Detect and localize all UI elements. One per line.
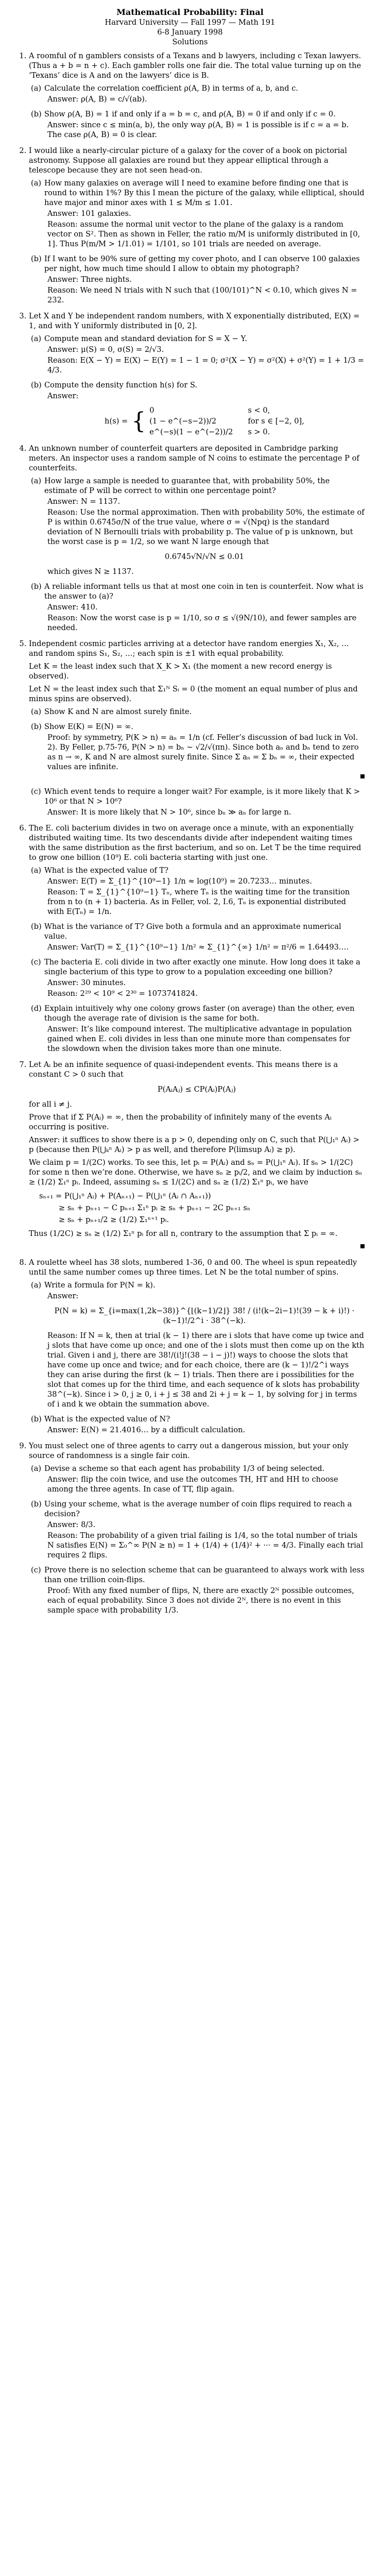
part-label: (d) <box>31 1004 42 1013</box>
problem-4b-reason: Reason: Now the worst case is p = 1/10, so σ ≤ √(9N/10), and fewer samples are needed. <box>47 614 357 632</box>
part-label: (b) <box>31 1415 42 1423</box>
course-line: Harvard University — Fall 1997 — Math 191 <box>105 18 275 27</box>
problem-4-statement: 4. An unknown number of counterfeit quarters are deposited in Cambridge parking meters. An inspector uses a random sample of N coins to estimate the percentage P of counterfeits. <box>29 444 359 472</box>
problem-6c-reason: Reason: 2²⁹ < 10⁹ < 2³⁰ = 1073741824. <box>47 989 198 998</box>
problem-6d-question: Explain intuitively why one colony grows faster (on average) than the other, even though the average rate of division is the same for both. <box>44 1004 355 1023</box>
part-label: (c) <box>31 1566 41 1574</box>
problem-7 <box>29 1060 365 1251</box>
problem-2b-answer: Answer: Three nights. <box>47 275 132 284</box>
problem-8a-question: Write a formula for P(N = k). <box>44 1281 156 1290</box>
problem-1-parts <box>29 83 365 140</box>
density-case-1-cond: s < 0, <box>248 406 270 415</box>
part-label: (c) <box>31 958 41 967</box>
problem-6 <box>29 823 365 1054</box>
problem-9b-question: Using your scheme, what is the average number of coin flips required to reach a decision? <box>44 1500 352 1518</box>
problem-9c-question: Prove there is no selection scheme that can be guaranteed to always work with less than one trillion coin-flips. <box>44 1566 365 1584</box>
document-title: Mathematical Probability: Final <box>116 7 264 17</box>
problem-1a-question: Calculate the correlation coefficient ρ(A, B) in terms of a, b, and c. <box>44 84 299 93</box>
problem-9c-answer: Proof: With any fixed number of flips, N, there are exactly 2ᴺ possible outcomes, each of equal probability. Since 3 does not divide 2ᴺ, there is no event in this sample space with probability 1/3. <box>47 1586 354 1615</box>
problem-7-proof-3: Thus (1/2C) ≥ sₙ ≥ (1/2) Σ₁ⁿ pᵢ for all n, contrary to the assumption that Σ pᵢ = ∞. <box>29 1229 338 1238</box>
problem-list <box>15 51 365 1615</box>
equation-line: ≥ sₙ + pₙ₊₁/2 ≥ (1/2) Σ₁ⁿ⁺¹ pᵢ. <box>59 1215 169 1224</box>
part-label: (b) <box>31 722 42 731</box>
problem-6b-answer: Answer: Var(T) = Σ_{1}^{10⁹−1} 1/n² ≈ Σ_{1}^{∞} 1/n² = π²/6 = 1.64493…. <box>47 943 349 952</box>
problem-8 <box>29 1258 365 1435</box>
problem-5-statement-2: Let K = the least index such that X_K > X₁ (the moment a new record energy is observed). <box>29 662 332 681</box>
problem-5c-answer: Answer: It is more likely that N > 10⁶, since bₙ ≫ aₙ for large n. <box>47 808 291 817</box>
problem-8-parts <box>29 1280 365 1435</box>
problem-7-statement: 7. Let Aᵢ be an infinite sequence of quasi-independent events. This means there is a constant C > 0 such that <box>29 1060 338 1079</box>
problem-4b-question: A reliable informant tells us that at most one coin in ten is counterfeit. Now what is the answer to (a)? <box>44 582 364 601</box>
problem-7-proof-1: Answer: it suffices to show there is a p > 0, depending only on C, such that P(⋃₁ⁿ Aᵢ) > p (because then P(⋃ₖⁿ Aᵢ) > p as well, and therefore P(limsup Aᵢ) ≥ p). <box>29 1136 360 1154</box>
problem-1 <box>29 51 365 140</box>
problem-6b-question: What is the variance of T? Give both a formula and an approximate numerical value. <box>44 922 341 941</box>
problem-4-parts <box>29 476 365 633</box>
problem-5a-question: Show K and N are almost surely finite. <box>44 707 192 716</box>
problem-9c <box>31 1565 365 1615</box>
part-label: (a) <box>31 1281 42 1290</box>
equation-line: ≥ sₙ + pₙ₊₁ − C pₙ₊₁ Σ₁ⁿ pᵢ ≥ sₙ + pₙ₊₁ − 2C pₙ₊₁ sₙ <box>59 1204 251 1212</box>
problem-9-parts <box>29 1464 365 1615</box>
problem-3b-answer: Answer: <box>47 392 79 400</box>
part-label: (b) <box>31 255 42 263</box>
problem-9b-reason: Reason: The probability of a given trial failing is 1/4, so the total number of trials N satisfies E(N) = Σ₀^∞ P(N ≥ n) = 1 + (1/4) + (1/4)² + ··· = 4/3. Finally each trial requires 2 flips. <box>47 1531 364 1560</box>
problem-7-proof-2: We claim p = 1/(2C) works. To see this, let pᵢ = P(Aᵢ) and sₙ = P(⋃₁ⁿ Aᵢ). If sₙ > 1/(2C) for some n then we’re done. Otherwise, we have sₙ ≥ pᵢ/2, and we claim by induction sₙ ≥ (1/2) Σ₁ⁿ pᵢ. Indeed, assuming sₙ ≤ 1/(2C) and sₙ ≥ (1/2) Σ₁ⁿ pᵢ, we have <box>29 1158 362 1187</box>
qed-marker <box>29 1242 365 1251</box>
problem-4 <box>29 444 365 633</box>
part-label: (a) <box>31 707 42 716</box>
density-case-2: (1 − e^(−s−2))/2 <box>149 417 217 426</box>
part-label: (b) <box>31 110 42 118</box>
date-line: 6-8 January 1998 <box>157 28 223 37</box>
density-cases <box>104 405 305 437</box>
problem-3a <box>31 334 365 375</box>
problem-3b <box>31 380 365 437</box>
problem-6a <box>31 866 365 917</box>
density-case-3-cond: s > 0. <box>248 428 270 436</box>
problem-1a <box>31 83 365 104</box>
problem-6c <box>31 957 365 998</box>
qed-marker <box>44 772 365 782</box>
problem-6a-question: What is the expected value of T? <box>44 866 169 875</box>
problem-6c-question: The bacteria E. coli divide in two after exactly one minute. How long does it take a single bacterium of this type to grow to a population exceeding one billion? <box>44 958 360 976</box>
problem-2-parts <box>29 178 365 305</box>
problem-9a <box>31 1464 365 1494</box>
problem-1b-answer: Answer: since c ≤ min(a, b), the only way ρ(A, B) = 1 is possible is if c = a = b. The case ρ(A, B) = 0 is clear. <box>47 121 349 139</box>
problem-7-equations <box>39 1191 365 1225</box>
problem-5b-question: Show E(K) = E(N) = ∞. <box>44 722 133 731</box>
part-label: (b) <box>31 381 42 389</box>
problem-1b-question: Show ρ(A, B) = 1 if and only if a = b = c, and ρ(A, B) = 0 if and only if c = 0. <box>44 110 336 118</box>
problem-2b-question: If I want to be 90% sure of getting my cover photo, and I can observe 100 galaxies per night, how much time should I allow to obtain my photograph? <box>44 255 360 273</box>
part-label: (a) <box>31 334 42 343</box>
part-label: (a) <box>31 179 42 188</box>
problem-4a-display: 0.6745√N/√N ≤ 0.01 <box>164 552 245 561</box>
problem-4b <box>31 582 365 633</box>
part-label: (b) <box>31 1500 42 1509</box>
subtitle-line: Solutions <box>172 38 208 46</box>
problem-4a <box>31 476 365 577</box>
problem-8a-answer: Answer: <box>47 1292 79 1300</box>
problem-4a-reason: Reason: Use the normal approximation. Then with probability 50%, the estimate of P is within 0.6745σ/N of the true value, where σ = √(Npq) is the standard deviation of N Bernoulli trials with probability p. The value of p is unknown, but the worst case is p = 1/2, so we want N large enough that <box>47 508 365 546</box>
problem-7-statement-3: Prove that if Σ P(Aᵢ) = ∞, then the probability of infinitely many of the events Aᵢ occurring is positive. <box>29 1113 332 1131</box>
problem-2a-question: How many galaxies on average will I need to examine before finding one that is round to within 1%? By this I mean the picture of the galaxy, while elliptical, should have major and minor axes with 1 ≤ M/m ≤ 1.01. <box>44 179 365 207</box>
problem-6-statement: 6. The E. coli bacterium divides in two on average once a minute, with an exponentially distributed waiting time. Its two descendants divide after independent waiting times with the same distribution as the first bacterium, and so on. Let T be the time required to grow one billion (10⁹) E. coli bacteria starting with just one. <box>29 824 361 862</box>
problem-3b-question: Compute the density function h(s) for S. <box>44 381 198 389</box>
problem-6-parts <box>29 866 365 1054</box>
problem-8a-formula: P(N = k) = Σ_{i=max(1,2k−38)}^{⌊(k−1)/2⌋} 38! / (i!(k−2i−1)!(39 − k + i)!) · (k−1)!/2^i · 38^(−k). <box>54 1307 355 1325</box>
problem-9b <box>31 1499 365 1560</box>
density-lhs: h(s) = <box>105 417 128 426</box>
problem-5b <box>31 722 365 782</box>
problem-5a <box>31 707 365 717</box>
problem-7-statement-2: for all i ≠ j. <box>29 1100 72 1109</box>
problem-6b <box>31 922 365 952</box>
problem-6a-reason: Reason: T = Σ_{1}^{10⁹−1} Tₙ, where Tₙ is the waiting time for the transition from n to (n + 1) bacteria. As in Feller, vol. 2, I.6, Tₙ is exponential distributed with E(Tₙ) = 1/n. <box>47 888 350 916</box>
problem-2b <box>31 254 365 305</box>
density-case-1: 0 <box>149 406 154 415</box>
problem-8-statement: 8. A roulette wheel has 38 slots, numbered 1-36, 0 and 00. The wheel is spun repeatedly until the same number comes up three times. Let N be the total number of spins. <box>29 1258 357 1277</box>
problem-2 <box>29 146 365 305</box>
problem-5c <box>31 787 365 817</box>
part-label: (a) <box>31 477 42 485</box>
part-label: (b) <box>31 582 42 591</box>
problem-4b-answer: Answer: 410. <box>47 603 98 612</box>
problem-1b <box>31 109 365 140</box>
problem-2-statement: 2. I would like a nearly-circular picture of a galaxy for the cover of a book on pictorial astronomy. Suppose all galaxies are round but they appear elliptical through a telescope because they are not seen head-on. <box>29 146 347 175</box>
part-label: (a) <box>31 84 42 93</box>
problem-9a-question: Devise a scheme so that each agent has probability 1/3 of being selected. <box>44 1464 325 1473</box>
problem-4a-after: which gives N ≥ 1137. <box>47 567 134 576</box>
problem-3a-answer: Answer: μ(S) = 0, σ(S) = 2/√3. <box>47 345 164 354</box>
problem-6d <box>31 1004 365 1054</box>
document-header <box>15 7 365 47</box>
problem-6d-answer: Answer: It’s like compound interest. The multiplicative advantage in population gained when E. coli divides in less than one minute more than compensates for the slowdown when the division takes more than one minute. <box>47 1025 352 1053</box>
problem-2a-answer: Answer: 101 galaxies. <box>47 209 131 218</box>
problem-3a-reason: Reason: E(X − Y) = E(X) − E(Y) = 1 − 1 = 0; σ²(X − Y) = σ²(X) + σ²(Y) = 1 + 1/3 = 4/3. <box>47 356 364 375</box>
problem-3 <box>29 311 365 437</box>
problem-8b-question: What is the expected value of N? <box>44 1415 170 1423</box>
problem-5-statement: 5. Independent cosmic particles arriving at a detector have random energies X₁, X₂, … and random spins S₁, S₂, …; each spin is ±1 with equal probability. <box>29 639 349 658</box>
equation-line: sₙ₊₁ = P(⋃₁ⁿ Aᵢ) + P(Aₙ₊₁) − P(⋃₁ⁿ (Aᵢ ∩ Aₙ₊₁)) <box>39 1192 211 1200</box>
problem-1a-answer: Answer: ρ(A, B) = c/√(ab). <box>47 95 147 104</box>
problem-5c-question: Which event tends to require a longer wait? For example, is it more likely that K > 10⁶ or that N > 10⁶? <box>44 787 360 806</box>
problem-4a-question: How large a sample is needed to guarantee that, with probability 50%, the estimate of P will be correct to within one percentage point? <box>44 477 330 495</box>
part-label: (b) <box>31 922 42 931</box>
problem-2a <box>31 178 365 249</box>
density-case-3: e^(−s)(1 − e^(−2))/2 <box>149 428 233 436</box>
problem-9-statement: 9. You must select one of three agents to carry out a dangerous mission, but your only source of randomness is a single fair coin. <box>29 1442 349 1460</box>
problem-3-statement: 3. Let X and Y be independent random numbers, with X exponentially distributed, E(X) = 1, and with Y uniformly distributed in [0, 2]. <box>29 312 360 330</box>
problem-2b-reason: Reason: We need N trials with N such that (100/101)^N < 0.10, which gives N = 232. <box>47 286 357 304</box>
part-label: (a) <box>31 866 42 875</box>
part-label: (a) <box>31 1464 42 1473</box>
problem-1-statement: 1. A roomful of n gamblers consists of a Texans and b lawyers, including c Texan lawyers. (Thus a + b = n + c). Each gambler rolls one fair die. The total value turning up on the ‘Texans’ dice is A and on the lawyers’ dice is B. <box>29 52 361 80</box>
problem-8b <box>31 1414 365 1435</box>
problem-5 <box>29 639 365 817</box>
problem-3a-question: Compute mean and standard deviation for S = X − Y. <box>44 334 247 343</box>
problem-8a <box>31 1280 365 1409</box>
problem-3-parts <box>29 334 365 437</box>
part-label: (c) <box>31 787 41 796</box>
problem-5-statement-3: Let N = the least index such that Σ₁ᴺ Sᵢ = 0 (the moment an equal number of plus and minus spins are observed). <box>29 685 358 703</box>
problem-2a-reason: Reason: assume the normal unit vector to the plane of the galaxy is a random vector on S². Then as shown in Feller, the ratio m/M is uniformly distributed in [0, 1]. Thus P(m/M > 1/1.01) = 1/101, so 101 trials are needed on average. <box>47 220 360 248</box>
problem-5-parts <box>29 707 365 817</box>
problem-9a-answer: Answer: flip the coin twice, and use the outcomes TH, HT and HH to choose among the three agents. In case of TT, flip again. <box>47 1475 338 1494</box>
problem-8a-reason: Reason: If N = k, then at trial (k − 1) there are i slots that have come up twice and j slots that have come up once; and one of the i slots must then come up on the kth trial. Given i and j, there are 38!/(i!j!(38 − i − j)!) ways to choose the slots that have come up once and twice; and for each choice, there are (k − 1)!/2^i ways they can arise during the first (k − 1) trials. Then there are i possibilities for the slot that comes up for the third time, and each sequence of k slots has probability 38^(−k). Since i > 0, j ≥ 0, i + j ≤ 38 and 2i + j = k − 1, by solving for j in terms of i and k we obtain the summation above. <box>47 1331 365 1409</box>
density-case-2-cond: for s ∈ [−2, 0], <box>248 417 304 426</box>
problem-8b-answer: Answer: E(N) = 21.4016… by a difficult calculation. <box>47 1426 246 1434</box>
problem-9 <box>29 1441 365 1615</box>
cases-brace: { <box>131 408 146 434</box>
problem-6a-answer: Answer: E(T) = Σ_{1}^{10⁹−1} 1/n ≈ log(10⁹) = 20.7233… minutes. <box>47 877 312 886</box>
problem-4a-answer: Answer: N = 1137. <box>47 497 120 506</box>
problem-5b-proof: Proof: by symmetry, P(K > n) = aₙ = 1/n (cf. Feller’s discussion of bad luck in Vol. 2). By Feller, p.75-76, P(N > n) = bₙ ~ √2/√(πn). Since both aₙ and bₙ tend to zero as n → ∞, K and N are almost surely finite. Since Σ aₙ = Σ bₙ = ∞, their expected values are infinite. <box>47 733 359 771</box>
problem-9b-answer: Answer: 8/3. <box>47 1520 96 1529</box>
problem-7-display: P(AᵢAⱼ) ≤ CP(Aᵢ)P(Aⱼ) <box>157 1085 236 1094</box>
problem-6c-answer: Answer: 30 minutes. <box>47 978 126 987</box>
